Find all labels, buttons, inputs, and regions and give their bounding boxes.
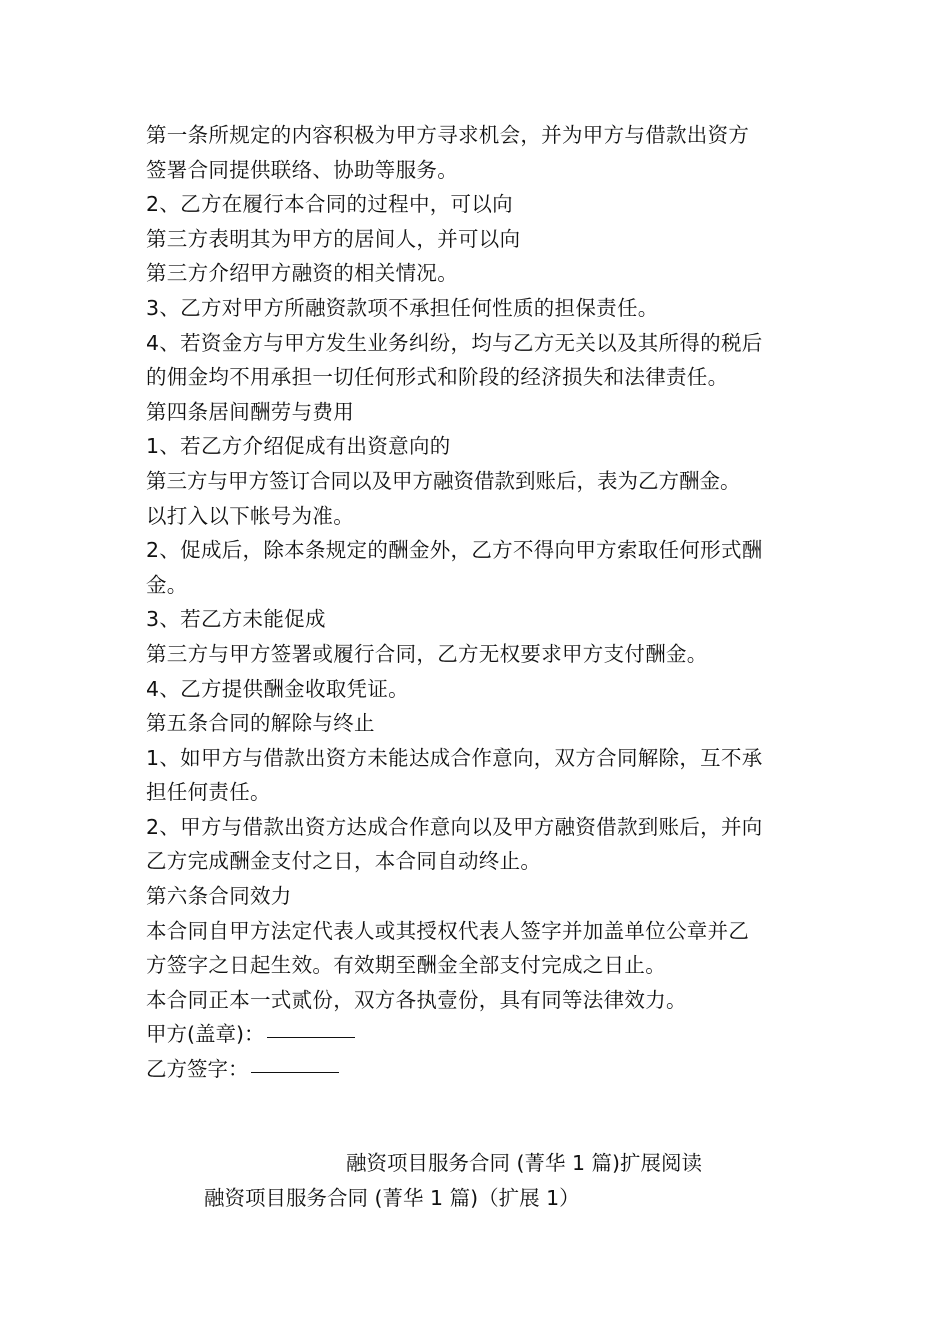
extended-reading-heading: 融资项目服务合同 (菁华 1 篇)扩展阅读 <box>345 1151 703 1175</box>
party-b-signature <box>146 1052 810 1087</box>
paragraph-line: 第三方与甲方签署或履行合同，乙方无权要求甲方支付酬金。 <box>146 641 708 666</box>
paragraph-line: 2、乙方在履行本合同的过程中，可以向 <box>146 192 513 217</box>
section-heading: 第四条居间酬劳与费用 <box>146 399 354 424</box>
section-heading: 第六条合同效力 <box>146 884 292 909</box>
paragraph-line: 1、若乙方介绍促成有出资意向的 <box>146 434 451 459</box>
paragraph-line: 第一条所规定的内容积极为甲方寻求机会，并为甲方与借款出资方 <box>146 123 750 147</box>
party-a-label: 甲方(盖章)： <box>146 1022 265 1047</box>
paragraph-line: 第三方介绍甲方融资的相关情况。 <box>146 261 458 286</box>
paragraph-line: 以打入以下帐号为准。 <box>146 503 354 528</box>
paragraph-line: 本合同正本一式贰份，双方各执壹份，具有同等法律效力。 <box>146 987 687 1012</box>
paragraph-line: 3、若乙方未能促成 <box>146 607 326 632</box>
paragraph-line: 的佣金均不用承担一切任何形式和阶段的经济损失和法律责任。 <box>146 365 729 390</box>
paragraph-line: 3、乙方对甲方所融资款项不承担任何性质的担保责任。 <box>146 295 659 320</box>
paragraph-line: 第三方表明其为甲方的居间人，并可以向 <box>146 226 521 251</box>
extended-reading-item: 融资项目服务合同 (菁华 1 篇)（扩展 1） <box>204 1186 580 1210</box>
paragraph-line: 方签字之日起生效。有效期至酬金全部支付完成之日止。 <box>146 953 666 978</box>
document-body <box>146 118 810 1087</box>
party-b-blank <box>251 1050 339 1073</box>
paragraph-line: 2、促成后，除本条规定的酬金外，乙方不得向甲方索取任何形式酬 <box>146 538 763 563</box>
paragraph-line: 4、若资金方与甲方发生业务纠纷，均与乙方无关以及其所得的税后 <box>146 330 763 355</box>
party-a-blank <box>267 1015 355 1038</box>
paragraph-line: 担任何责任。 <box>146 780 271 805</box>
paragraph-line: 4、乙方提供酬金收取凭证。 <box>146 676 409 701</box>
section-heading: 第五条合同的解除与终止 <box>146 711 375 736</box>
paragraph-line: 1、如甲方与借款出资方未能达成合作意向，双方合同解除，互不承 <box>146 745 763 770</box>
party-a-signature <box>146 1017 810 1052</box>
paragraph-line: 签署合同提供联络、协助等服务。 <box>146 157 458 182</box>
paragraph-line: 乙方完成酬金支付之日，本合同自动终止。 <box>146 849 542 874</box>
paragraph-line: 金。 <box>146 572 188 597</box>
paragraph-line: 第三方与甲方签订合同以及甲方融资借款到账后，表为乙方酬金。 <box>146 468 741 493</box>
paragraph-line: 本合同自甲方法定代表人或其授权代表人签字并加盖单位公章并乙 <box>146 918 750 943</box>
party-b-label: 乙方签字： <box>146 1057 249 1082</box>
paragraph-line: 2、甲方与借款出资方达成合作意向以及甲方融资借款到账后，并向 <box>146 814 763 839</box>
